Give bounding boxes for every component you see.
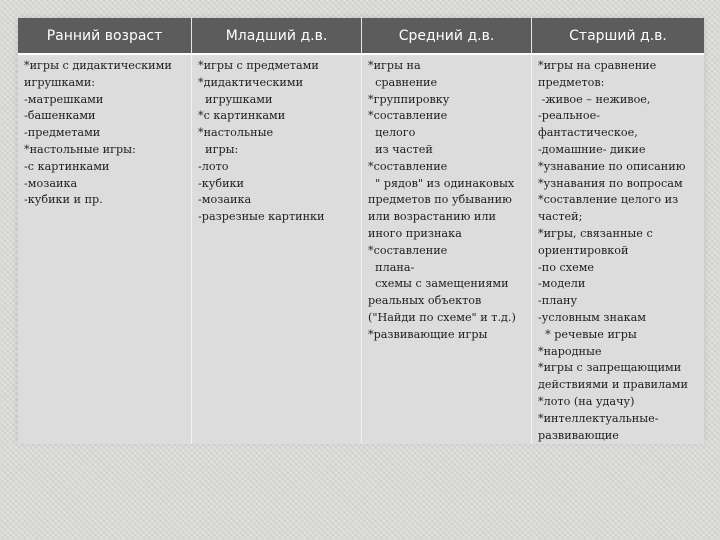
cell-middle-preschool-games: *игры на сравнение *группировку *составление целого из частей *составление " рядов" из одинаковых предметов по убыванию или возрастанию или иного признака *составление плана- схемы с замещениями реальных объектов ("Найди по схеме" и т.д.) *развивающие игры [361,55,531,444]
header-middle-preschool: Средний д.в. [361,18,531,55]
header-early-age: Ранний возраст [18,18,191,55]
header-junior-preschool: Младший д.в. [191,18,361,55]
table-row [18,55,704,444]
header-senior-preschool: Старший д.в. [531,18,704,55]
cell-junior-preschool-games: *игры с предметами *дидактическими игрушками *с картинками *настольные игры: -лото -кубики -мозаика -разрезные картинки [191,55,361,444]
cell-early-age-games: *игры с дидактическими игрушками: -матрешками -башенками -предметами *настольные игры: -с картинками -мозаика -кубики и пр. [18,55,191,444]
games-by-age-table [18,18,704,444]
cell-senior-preschool-games: *игры на сравнение предметов: -живое – неживое, -реальное- фантастическое, -домашние- дикие *узнавание по описанию *узнавания по вопросам *составление целого из частей; *игры, связанные с ориентировкой -по схеме -модели -плану -условным знакам * речевые игры *народные *игры с запрещающими действиями и правилами *лото (на удачу) *интеллектуальные- развивающие [531,55,704,444]
slide-frame [18,18,704,442]
table-header-row [18,18,704,55]
